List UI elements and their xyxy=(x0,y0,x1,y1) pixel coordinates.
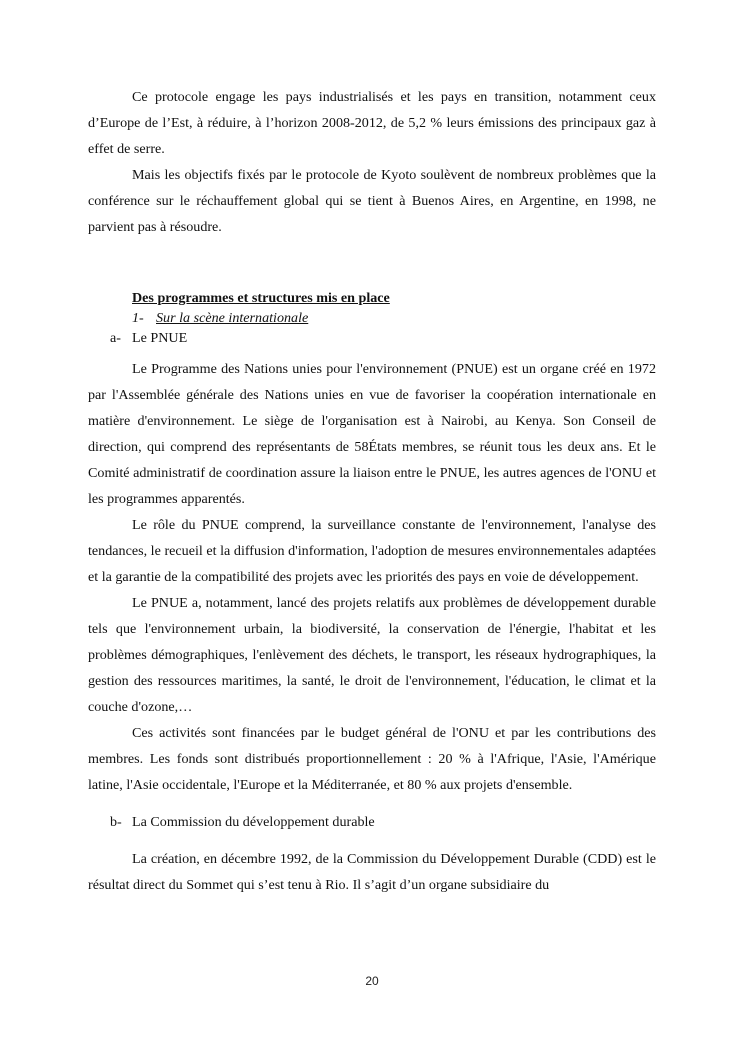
paragraph-kyoto-commitment: Ce protocole engage les pays industrialisés et les pays en transition, notamment ceux d’Europe de l’Est, à réduire, à l’horizon 2008-2012, de 5,2 % leurs émissions des principaux gaz à effet de serre. xyxy=(88,89,656,157)
item-b-heading xyxy=(110,812,656,832)
page-number: 20 xyxy=(365,974,379,988)
subsection-heading xyxy=(132,308,656,328)
paragraph-pnue-role: Le rôle du PNUE comprend, la surveillance constante de l'environnement, l'analyse des tendances, le recueil et la diffusion d'information, l'adoption de mesures environnementales adaptées et la garantie de la compatibilité des projets avec les priorités des pays en voie de développement. xyxy=(88,517,656,585)
item-b-title: La Commission du développement durable xyxy=(132,814,375,830)
item-b-number: b- xyxy=(110,814,122,830)
paragraph-pnue-creation: Le Programme des Nations unies pour l'environnement (PNUE) est un organe créé en 1972 par l'Assemblée générale des Nations unies en vue de favoriser la coopération internationale en matière d'environnement. Le siège de l'organisation est à Nairobi, au Kenya. Son Conseil de direction, qui comprend des représentants de 58États membres, se réunit tous les deux ans. Et le Comité administratif de coordination assure la liaison entre le PNUE, les autres agences de l'ONU et les programmes apparentés. xyxy=(88,361,656,507)
paragraph-pnue-funding: Ces activités sont financées par le budget général de l'ONU et par les contributions des membres. Les fonds sont distribués proportionnellement : 20 % à l'Afrique, l'Asie, l'Amérique latine, l'Asie occidentale, l'Europe et la Méditerranée, et 80 % aux projets d'ensemble. xyxy=(88,725,656,793)
subsection-number: 1- xyxy=(132,310,144,326)
subsection-title: Sur la scène internationale xyxy=(156,310,309,326)
paragraph-kyoto-problems: Mais les objectifs fixés par le protocole de Kyoto soulèvent de nombreux problèmes que la conférence sur le réchauffement global qui se tient à Buenos Aires, en Argentine, en 1998, ne parvient pas à résoudre. xyxy=(88,167,656,235)
item-a-number: a- xyxy=(110,330,121,346)
paragraph-pnue-projects: Le PNUE a, notamment, lancé des projets relatifs aux problèmes de développement durable tels que l'environnement urbain, la biodiversité, la conservation de l'énergie, l'habitat et les problèmes démographiques, l'enlèvement des déchets, le transport, les réseaux hydrographiques, la gestion des ressources maritimes, la santé, le droit de l'environnement, l'éducation, le climat et la couche d'ozone,… xyxy=(88,595,656,715)
paragraph-cdd-creation: La création, en décembre 1992, de la Commission du Développement Durable (CDD) est le résultat direct du Sommet qui s’est tenu à Rio. Il s’agit d’un organe subsidiaire du xyxy=(88,851,656,893)
item-a-heading xyxy=(110,328,656,348)
page-content xyxy=(88,84,656,898)
section-heading: Des programmes et structures mis en place xyxy=(132,290,390,306)
item-a-title: Le PNUE xyxy=(132,330,188,346)
